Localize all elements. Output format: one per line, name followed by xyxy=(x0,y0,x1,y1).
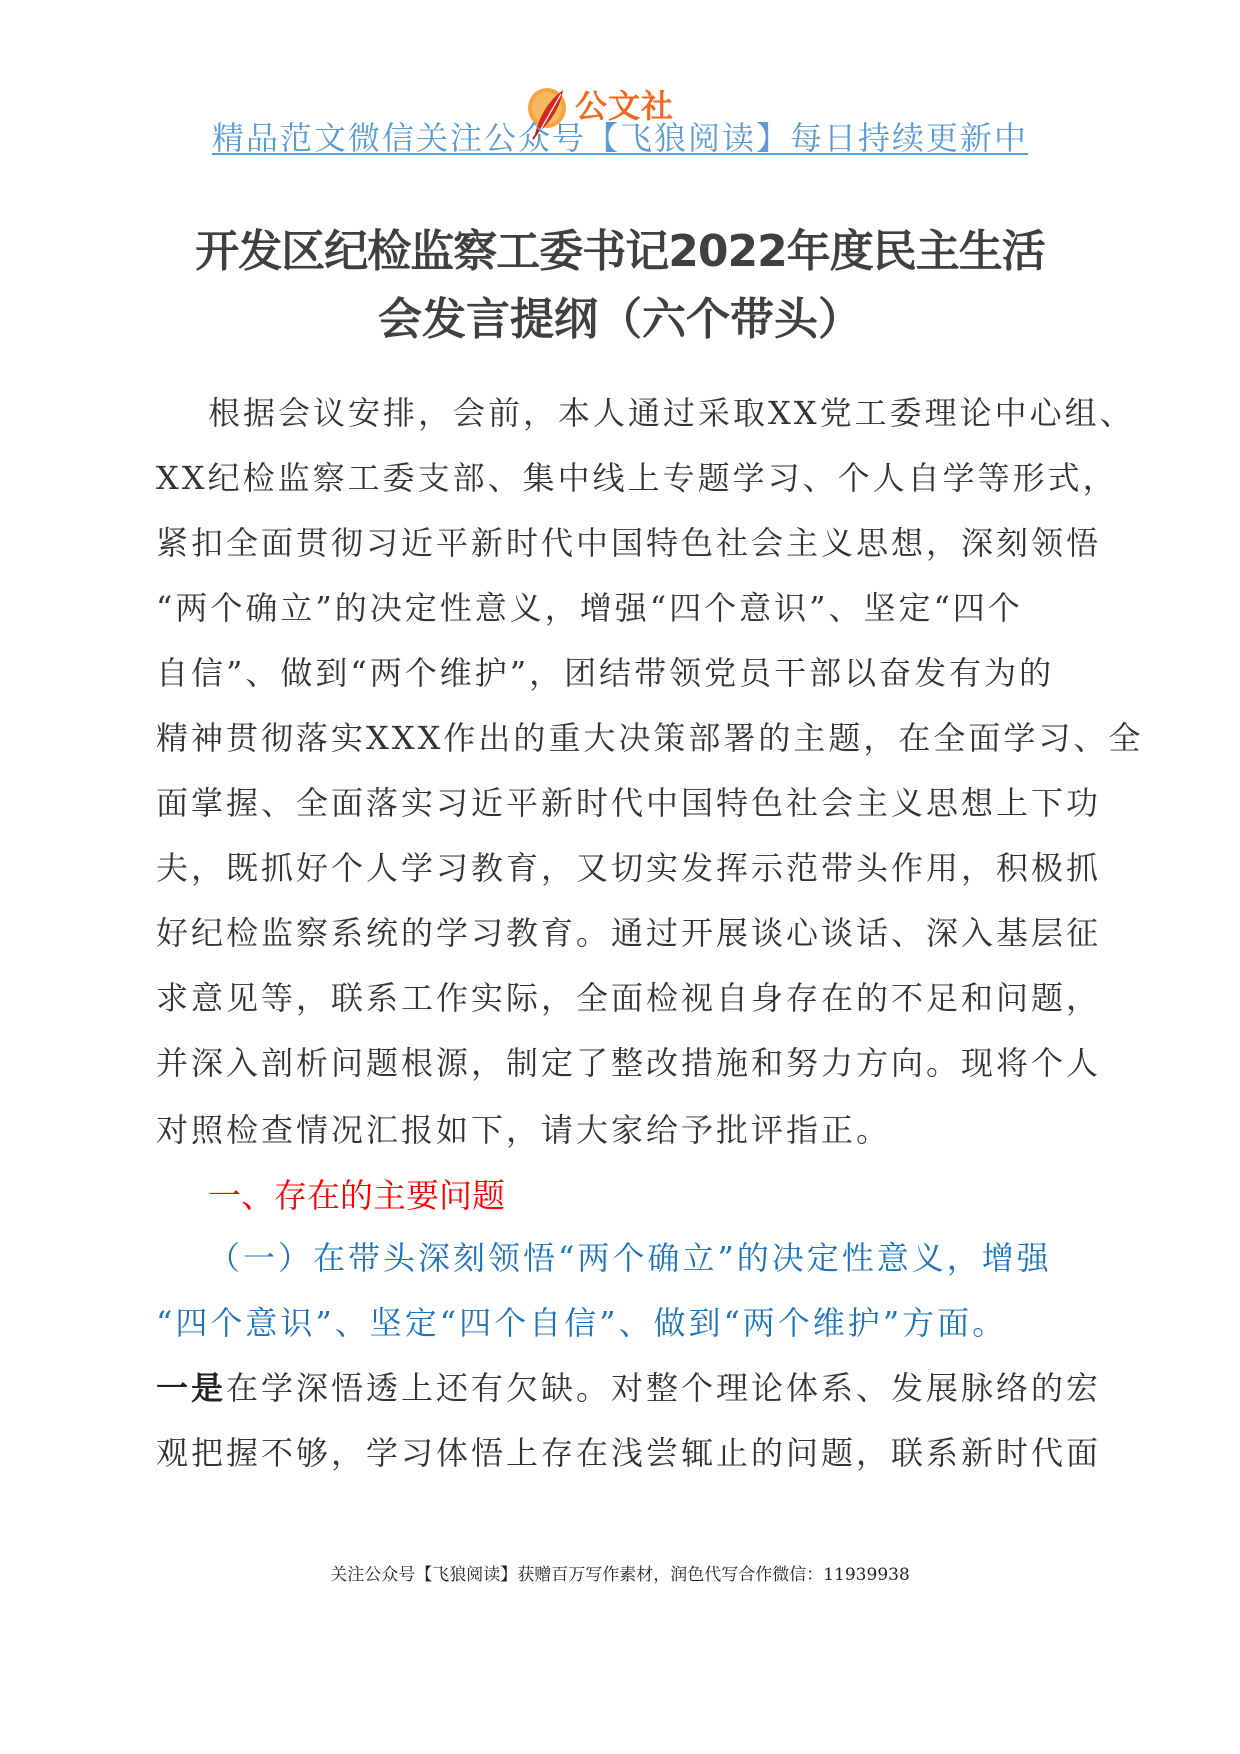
intro-line: 对照检查情况汇报如下，请大家给予批评指正。 xyxy=(156,1111,892,1149)
intro-line: 根据会议安排，会前，本人通过采取XX党工委理论中心组、 xyxy=(208,394,1135,432)
intro-line: 好纪检监察系统的学习教育。通过开展谈心谈话、深入基层征 xyxy=(156,914,1102,952)
promo-link[interactable]: 精品范文微信关注公众号【飞狼阅读】每日持续更新中 xyxy=(211,119,1028,157)
intro-line: 面掌握、全面落实习近平新时代中国特色社会主义思想上下功 xyxy=(156,784,1102,822)
intro-line: 精神贯彻落实XXX作出的重大决策部署的主题，在全面学习、全 xyxy=(156,719,1144,757)
footer-note: 关注公众号【飞狼阅读】获赠百万写作素材，润色代写合作微信：11939938 xyxy=(330,1565,910,1585)
point-line xyxy=(156,1356,1102,1421)
intro-line: 夫，既抓好个人学习教育，又切实发挥示范带头作用，积极抓 xyxy=(156,849,1102,887)
point-line: 观把握不够，学习体悟上存在浅尝辄止的问题，联系新时代面 xyxy=(156,1434,1102,1472)
section-heading: 一、存在的主要问题 xyxy=(208,1176,505,1215)
subsection-heading-line: （一）在带头深刻领悟“两个确立”的决定性意义，增强 xyxy=(208,1239,1052,1277)
point-text: 在学深悟透上还有欠缺。对整个理论体系、发展脉络的宏 xyxy=(226,1369,1102,1407)
intro-line: 自信”、做到“两个维护”，团结带领党员干部以奋发有为的 xyxy=(156,654,1055,692)
intro-line: 求意见等，联系工作实际，全面检视自身存在的不足和问题， xyxy=(156,979,1102,1017)
intro-line: 紧扣全面贯彻习近平新时代中国特色社会主义思想，深刻领悟 xyxy=(156,524,1102,562)
intro-line: “两个确立”的决定性意义，增强“四个意识”、坚定“四个 xyxy=(156,589,1023,627)
intro-line: XX纪检监察工委支部、集中线上专题学习、个人自学等形式， xyxy=(156,459,1118,497)
intro-line: 并深入剖析问题根源，制定了整改措施和努力方向。现将个人 xyxy=(156,1044,1102,1082)
point-lead: 一是 xyxy=(156,1369,227,1407)
logo-text: 公文社 xyxy=(575,87,675,125)
document-title-line-2: 会发言提纲（六个带头） xyxy=(378,294,862,345)
document-title-line-1: 开发区纪检监察工委书记2022年度民主生活 xyxy=(195,226,1045,277)
subsection-heading-line: “四个意识”、坚定“四个自信”、做到“两个维护”方面。 xyxy=(156,1304,1008,1342)
